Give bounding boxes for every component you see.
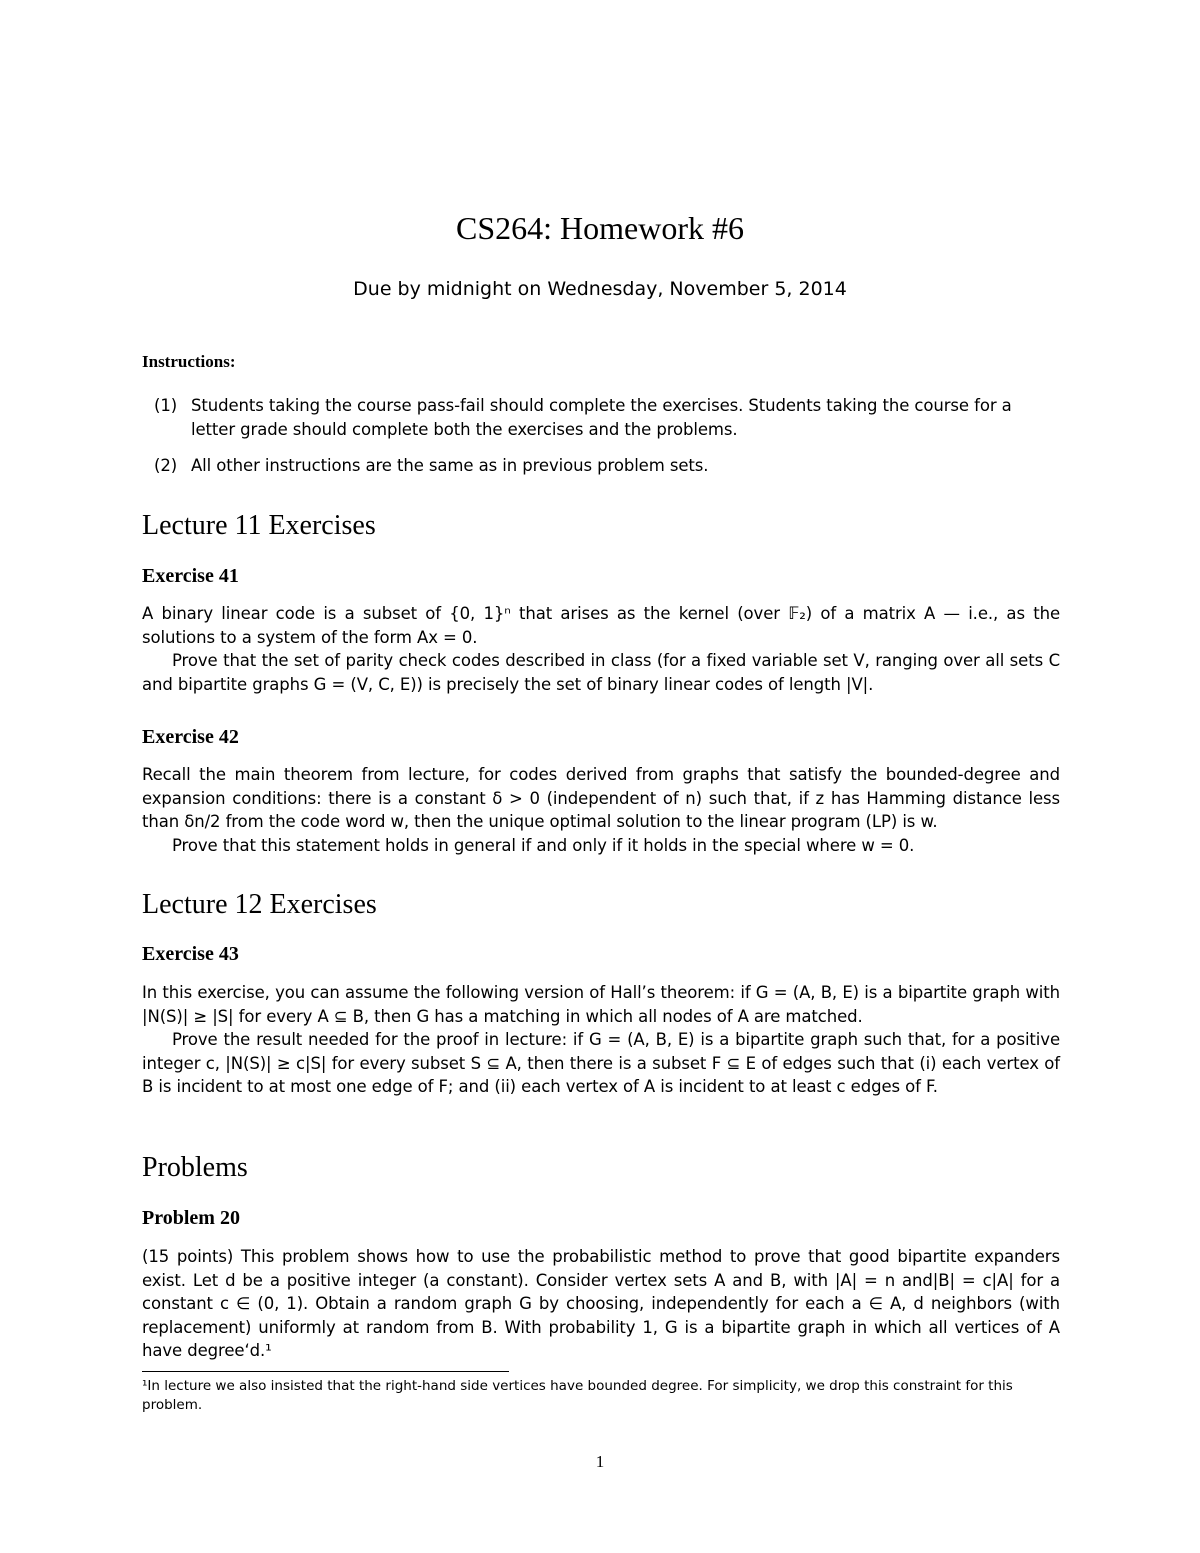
exercise-41-text [142, 602, 1060, 696]
section-heading-lecture-12: Lecture 12 Exercises [142, 889, 377, 920]
footnote: ¹In lecture we also insisted that the right-hand side vertices have bounded degree. For simplicity, we drop this constraint for this problem. [142, 1378, 1013, 1413]
instructions-list [142, 394, 1060, 491]
exercise-41-heading: Exercise 41 [142, 565, 239, 587]
paragraph: Prove that this statement holds in general if and only if it holds in the special where w = 0. [172, 835, 915, 855]
problem-20-heading: Problem 20 [142, 1207, 240, 1229]
exercise-42-heading: Exercise 42 [142, 726, 239, 748]
exercise-42-text [142, 763, 1060, 857]
list-item [142, 394, 1060, 441]
paragraph: Prove the result needed for the proof in lecture: if G = (A, B, E) is a bipartite graph such that, for a positive integer c, |N(S)| ≥ c|S| for every subset S ⊆ A, then there is a subset F ⊆ E of edges such that (i) each vertex of B is incident to at most one edge of F; and (ii) each vertex of A is incident to at least c edges of F. [142, 1030, 1060, 1096]
due-date: Due by midnight on Wednesday, November 5, 2014 [353, 278, 847, 300]
paragraph: Recall the main theorem from lecture, for codes derived from graphs that satisfy the bounded-degree and expansion conditions: there is a constant δ > 0 (independent of n) such that, if z has Hamming distance less than δn/2 from the code word w, then the unique optimal solution to the linear program (LP) is w. [142, 765, 1060, 831]
paragraph: In this exercise, you can assume the following version of Hall’s theorem: if G = (A, B, E) is a bipartite graph with |N(S)| ≥ |S| for every A ⊆ B, then G has a matching in which all nodes of A are matched. [142, 983, 1060, 1026]
section-heading-lecture-11: Lecture 11 Exercises [142, 510, 376, 541]
paragraph: Prove that the set of parity check codes described in class (for a fixed variable set V, ranging over all sets C and bipartite graphs G = (V, C, E)) is precisely the set of binary linear codes of length |V|. [142, 651, 1060, 694]
list-item-number: (1) [154, 396, 178, 415]
footnote-divider [142, 1371, 509, 1372]
problem-20-text [142, 1245, 1060, 1363]
exercise-43-heading: Exercise 43 [142, 943, 239, 965]
section-heading-problems: Problems [142, 1152, 248, 1183]
paragraph: (15 points) This problem shows how to use the probabilistic method to prove that good bipartite expanders exist. Let d be a positive integer (a constant). Consider vertex sets A and B, with |A| = n and|B| = c|A| for a constant c ∈ (0, 1). Obtain a random graph G by choosing, independently for each a ∈ A, d neighbors (with replacement) uniformly at random from B. With probability 1, G is a bipartite graph in which all vertices of A have degree‘d.¹ [142, 1247, 1060, 1360]
list-item-number: (2) [154, 456, 178, 475]
list-item-text: Students taking the course pass-fail should complete the exercises. Students taking the course for a letter grade should complete both the exercises and the problems. [191, 396, 1012, 439]
instructions-heading: Instructions: [142, 352, 236, 371]
page-title: CS264: Homework #6 [456, 210, 744, 246]
list-item-text: All other instructions are the same as in previous problem sets. [191, 456, 709, 475]
page-number: 1 [595, 1452, 605, 1471]
paragraph: A binary linear code is a subset of {0, 1}ⁿ that arises as the kernel (over 𝔽₂) of a matrix A — i.e., as the solutions to a system of the form Ax = 0. [142, 604, 1060, 647]
exercise-43-text [142, 981, 1060, 1099]
list-item [142, 454, 1060, 478]
